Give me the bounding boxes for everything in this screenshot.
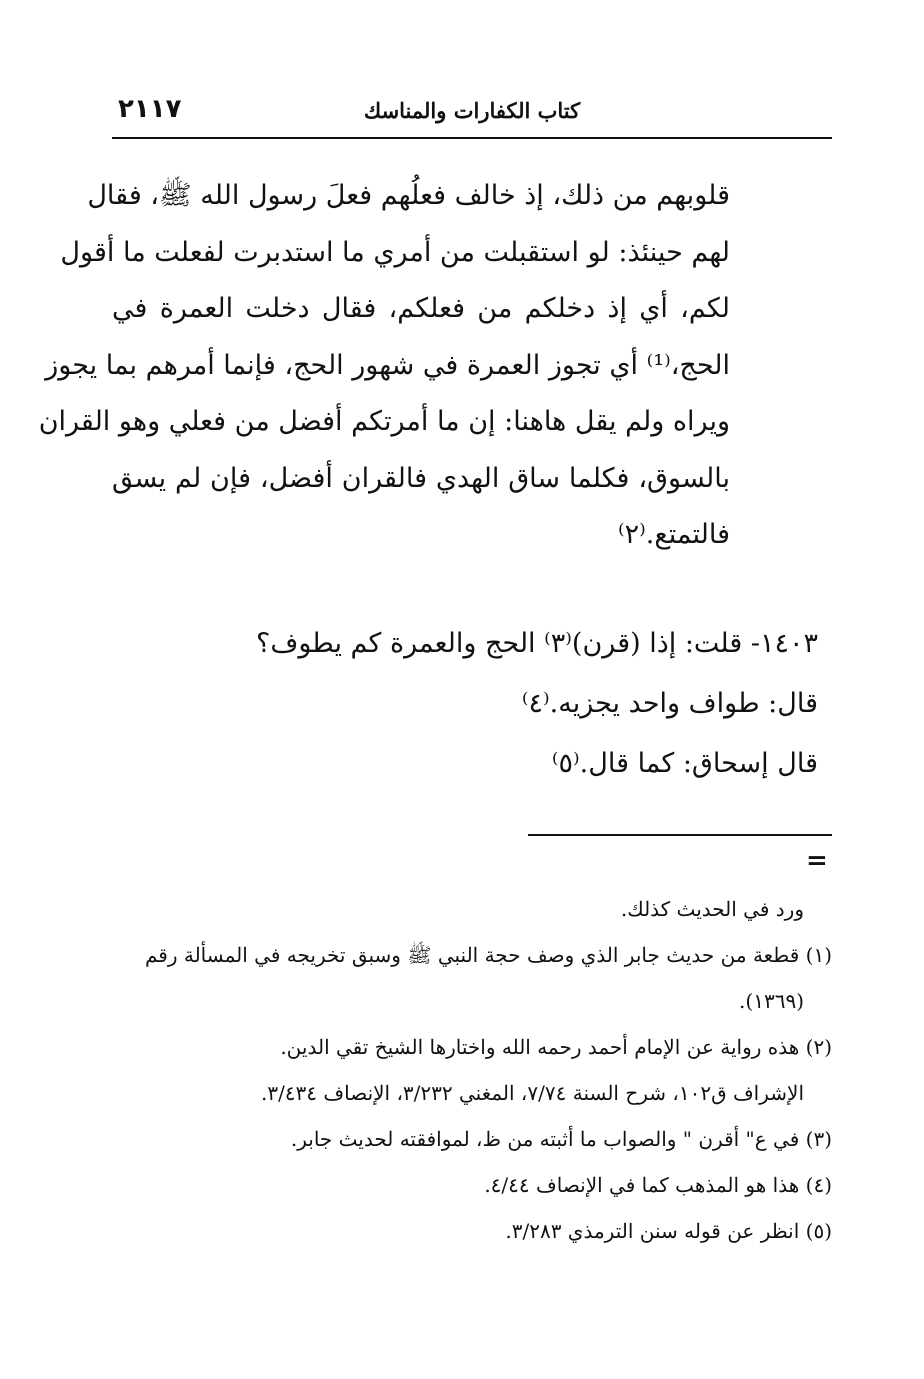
paragraph-line: ويراه ولم يقل هاهنا: إن ما أمرتكم أفضل من فعلي وهو القران	[38, 406, 730, 437]
header-rule	[112, 137, 832, 139]
footnote-3: (٣) في ع" أقرن " والصواب ما أثبته من ظ، لموافقته لحديث جابر.	[290, 1127, 832, 1151]
running-title: كتاب الكفارات والمناسك	[363, 98, 581, 123]
footnote-2-cont: الإشراف ق١٠٢، شرح السنة ٧/٧٤، المغني ٣/٢٣٢، الإنصاف ٣/٤٣٤.	[260, 1081, 804, 1105]
issue-1403	[258, 614, 818, 794]
paragraph-line: بالسوق، فكلما ساق الهدي فالقران أفضل، فإن لم يسق	[112, 462, 730, 494]
footnote-separator	[528, 834, 832, 836]
footnote-continuation: ورد في الحديث كذلك.	[620, 897, 804, 921]
footnote-continuation-mark: =	[806, 846, 828, 876]
footnotes	[112, 886, 832, 1254]
paragraph-line: فالتمتع.⁽٢⁾	[617, 519, 730, 550]
footnote-1-cont: (١٣٦٩).	[739, 989, 804, 1013]
main-paragraph	[38, 168, 730, 564]
issue-question: ١٤٠٣- قلت: إذا (قرن)⁽٣⁾ الحج والعمرة كم يطوف؟	[256, 628, 818, 659]
paragraph-line: الحج،⁽¹⁾ أي تجوز العمرة في شهور الحج، فإنما أمرهم بما يجوز	[45, 349, 730, 381]
issue-answer-ahmad: قال: طواف واحد يجزيه.⁽٤⁾	[521, 688, 818, 719]
paragraph-line: لهم حينئذ: لو استقبلت من أمري ما استدبرت لفعلت ما أقول	[60, 236, 730, 268]
footnote-2: (٢) هذه رواية عن الإمام أحمد رحمه الله واختارها الشيخ تقي الدين.	[280, 1035, 832, 1059]
footnote-4: (٤) هذا هو المذهب كما في الإنصاف ٤/٤٤.	[484, 1173, 832, 1197]
paragraph-line: لكم، أي إذ دخلكم من فعلكم، فقال دخلت العمرة في	[112, 293, 730, 324]
page-header	[112, 92, 832, 136]
footnote-5: (٥) انظر عن قوله سنن الترمذي ٣/٢٨٣.	[505, 1219, 832, 1243]
footnote-1: (١) قطعة من حديث جابر الذي وصف حجة النبي ﷺ وسبق تخريجه في المسألة رقم	[144, 943, 832, 967]
paragraph-line: قلوبهم من ذلك، إذ خالف فعلُهم فعلَ رسول الله ﷺ، فقال	[87, 180, 730, 211]
page-number: ٢١١٧	[118, 94, 182, 124]
issue-answer-ishaq: قال إسحاق: كما قال.⁽٥⁾	[551, 748, 818, 779]
